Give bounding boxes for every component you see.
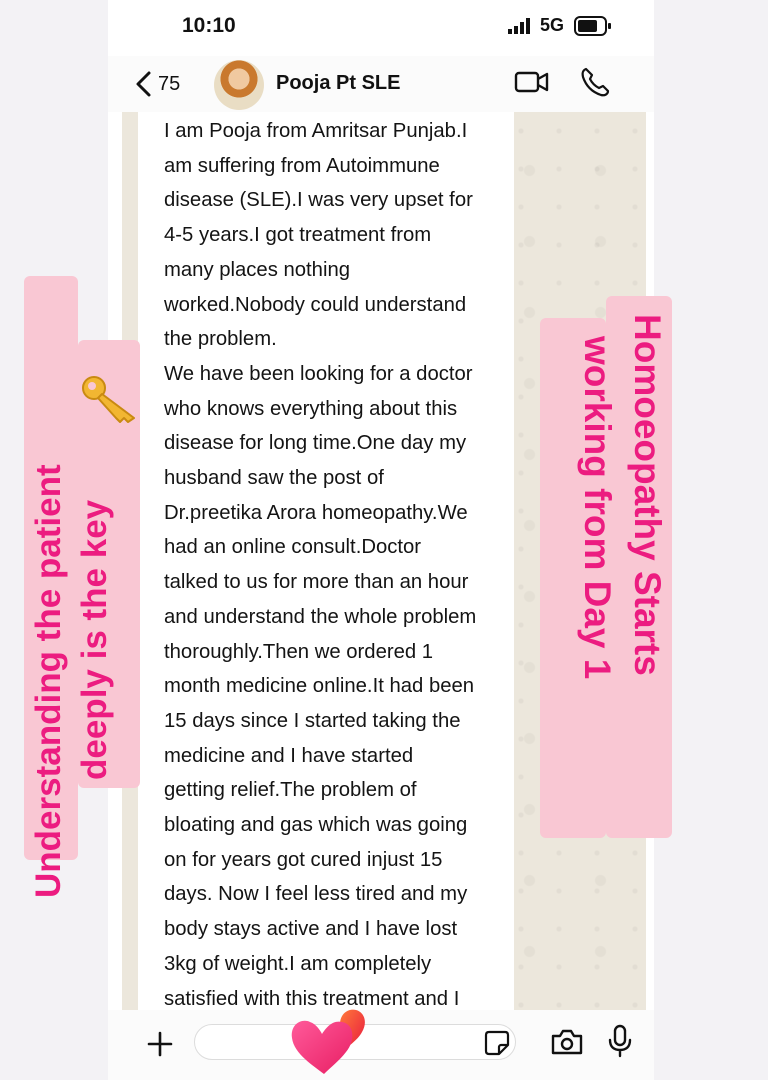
right-caption-line-2: working from Day 1 (577, 336, 618, 680)
message-line: on for years got cured injust 15 (164, 848, 443, 871)
video-call-icon[interactable] (514, 68, 550, 96)
left-caption-line-2: deeply is the key (75, 499, 114, 780)
message-line: 3kg of weight.I am completely (164, 952, 432, 975)
message-line: month medicine online.It had been (164, 675, 475, 698)
contact-name[interactable]: Pooja Pt SLE (276, 72, 401, 94)
back-chevron-icon (134, 70, 152, 98)
message-line: the problem. (164, 328, 277, 351)
message-line: We have been looking for a doctor (164, 362, 473, 385)
message-line: am suffering from Autoimmune (164, 154, 440, 177)
left-caption-line-1: Understanding the patient (29, 464, 68, 898)
message-line: bloating and gas which was going (164, 814, 468, 837)
right-caption-text (572, 300, 672, 820)
key-icon (76, 372, 146, 426)
message-line: thoroughly.Then we ordered 1 (164, 640, 434, 663)
signal-icon (508, 18, 534, 34)
message-line: body stays active and I have lost (164, 918, 458, 941)
battery-icon (574, 16, 612, 36)
status-bar (108, 0, 654, 56)
message-line: disease (SLE).I was very upset for (164, 189, 473, 212)
message-line: many places nothing (164, 258, 351, 281)
sticker-icon[interactable] (484, 1030, 510, 1056)
message-line: 15 days since I started taking the (164, 709, 461, 732)
network-type: 5G (540, 15, 565, 35)
left-caption-text (26, 278, 118, 898)
message-line: medicine and I have started (164, 744, 414, 767)
message-line: Dr.preetika Arora homeopathy.We (164, 501, 468, 524)
message-line: getting relief.The problem of (164, 779, 417, 802)
message-line: had an online consult.Doctor (164, 536, 422, 559)
message-line: I am Pooja from Amritsar Punjab.I (164, 120, 468, 142)
right-caption-line-1: Homoeopathy Starts (627, 314, 668, 676)
unread-count: 75 (158, 72, 181, 95)
plus-icon[interactable] (146, 1030, 174, 1058)
message-line: 4-5 years.I got treatment from (164, 224, 432, 247)
message-line: disease for long time.One day my (164, 432, 467, 455)
message-bubble (138, 112, 514, 1010)
mic-icon[interactable] (608, 1024, 632, 1058)
status-time: 10:10 (182, 14, 236, 37)
camera-icon[interactable] (550, 1028, 584, 1056)
back-button[interactable] (134, 66, 204, 102)
avatar[interactable] (214, 60, 264, 110)
message-line: who knows everything about this (164, 397, 458, 420)
message-line: husband saw the post of (164, 467, 384, 490)
message-line: and understand the whole problem (164, 605, 477, 628)
hearts-icon (284, 1002, 372, 1078)
message-line: worked.Nobody could understand (164, 293, 467, 316)
phone-icon[interactable] (580, 66, 610, 98)
message-line: satisfied with this treatment and I (164, 987, 460, 1010)
chat-header (108, 56, 654, 112)
message-line: days. Now I feel less tired and my (164, 883, 468, 906)
message-line: talked to us for more than an hour (164, 571, 469, 594)
input-bar (108, 1010, 654, 1080)
